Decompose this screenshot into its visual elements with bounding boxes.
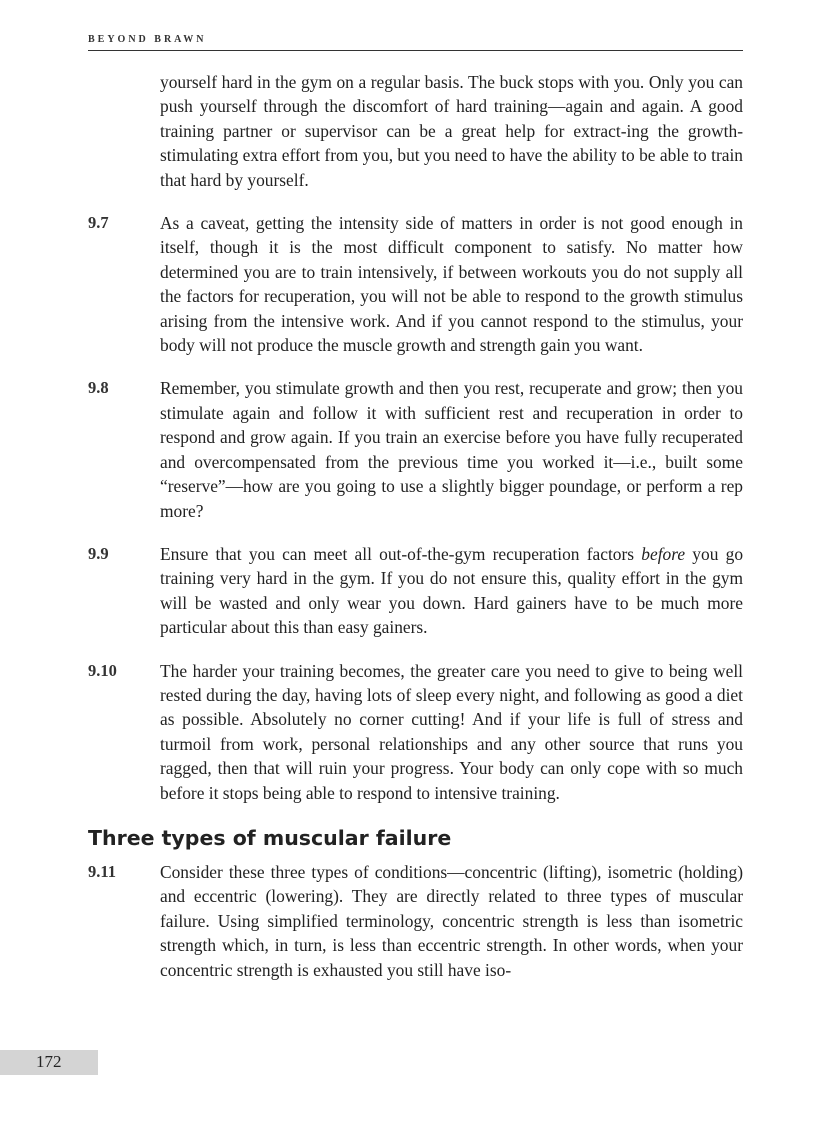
paragraph-continued: [88, 70, 743, 192]
paragraph-number: 9.8: [88, 378, 109, 398]
paragraph-text: yourself hard in the gym on a regular basis. The buck stops with you. Only you can push yourself through the discomfort of hard training—again and again. A good training partner or supervisor can be a great help for extract-ing the growth-stimulating extra effort from you, but you need to have the ability to be able to train that hard by yourself.: [160, 72, 743, 190]
section-heading: Three types of muscular failure: [88, 825, 452, 850]
running-head-title: BEYOND BRAWN: [88, 34, 207, 45]
paragraph-number: 9.7: [88, 213, 109, 233]
paragraph-9-10: [88, 659, 743, 805]
paragraph-9-8: [88, 376, 743, 522]
paragraph-text-part: you go training very hard in the gym. If you do not ensure this, quality effort in the gym will be wasted and only wear you down. Hard gainers have to be much more particular about this than easy gainers.: [160, 543, 744, 638]
paragraph-text: The harder your training becomes, the greater care you need to give to being well rested during the day, having lots of sleep every night, and following as good a diet as possible. Absolutely no corner cutting! And if your life is full of stress and turmoil from work, personal relationships and any other source that runs you ragged, then that will ruin your progress. Your body can only cope with so much before it stops being able to respond to intensive training.: [160, 660, 743, 803]
paragraph-text: As a caveat, getting the intensity side of matters in order is not good enough in itself, though it is the most difficult component to satisfy. No matter how determined you are to train intensively, if between workouts you do not supply all the factors for recuperation, you will not be able to respond to the growth stimulus arising from the intensive work. And if you cannot respond to the stimulus, your body will not produce the muscle growth and strength gain you want.: [160, 213, 743, 356]
paragraph-number: 9.11: [88, 861, 116, 881]
paragraph-number: 9.10: [88, 660, 117, 680]
page-number: 172: [36, 1052, 62, 1071]
page-content: [88, 70, 743, 1001]
paragraph-number: 9.9: [88, 543, 109, 563]
paragraph-text: Remember, you stimulate growth and then you rest, recuperate and grow; then you stimulate again and follow it with sufficient rest and recuperation in order to respond and grow again. If you train an exercise before you have fully recuperated and overcompensated from the previous time you worked it—i.e., built some “reserve”—how are you going to use a slightly bigger poundage, or perform a rep more?: [160, 378, 743, 521]
paragraph-9-7: [88, 211, 743, 357]
paragraph-9-9: [88, 542, 743, 640]
paragraph-text: Consider these three types of conditions—concentric (lifting), isometric (holding) and eccentric (lowering). They are directly related to three types of muscular failure. Using simplified terminology, concentric strength is less than isometric strength which, in turn, is less than eccentric strength. In other words, when your concentric strength is exhausted you still have iso-: [160, 861, 743, 980]
paragraph-text-part: Ensure that you can meet all out-of-the-gym recuperation factors: [160, 543, 642, 564]
paragraph-9-11: [88, 860, 743, 982]
paragraph-number: [88, 70, 160, 192]
paragraph-text: [160, 542, 743, 640]
header-rule: [88, 50, 743, 51]
paragraph-text-emphasis: before: [641, 543, 686, 564]
